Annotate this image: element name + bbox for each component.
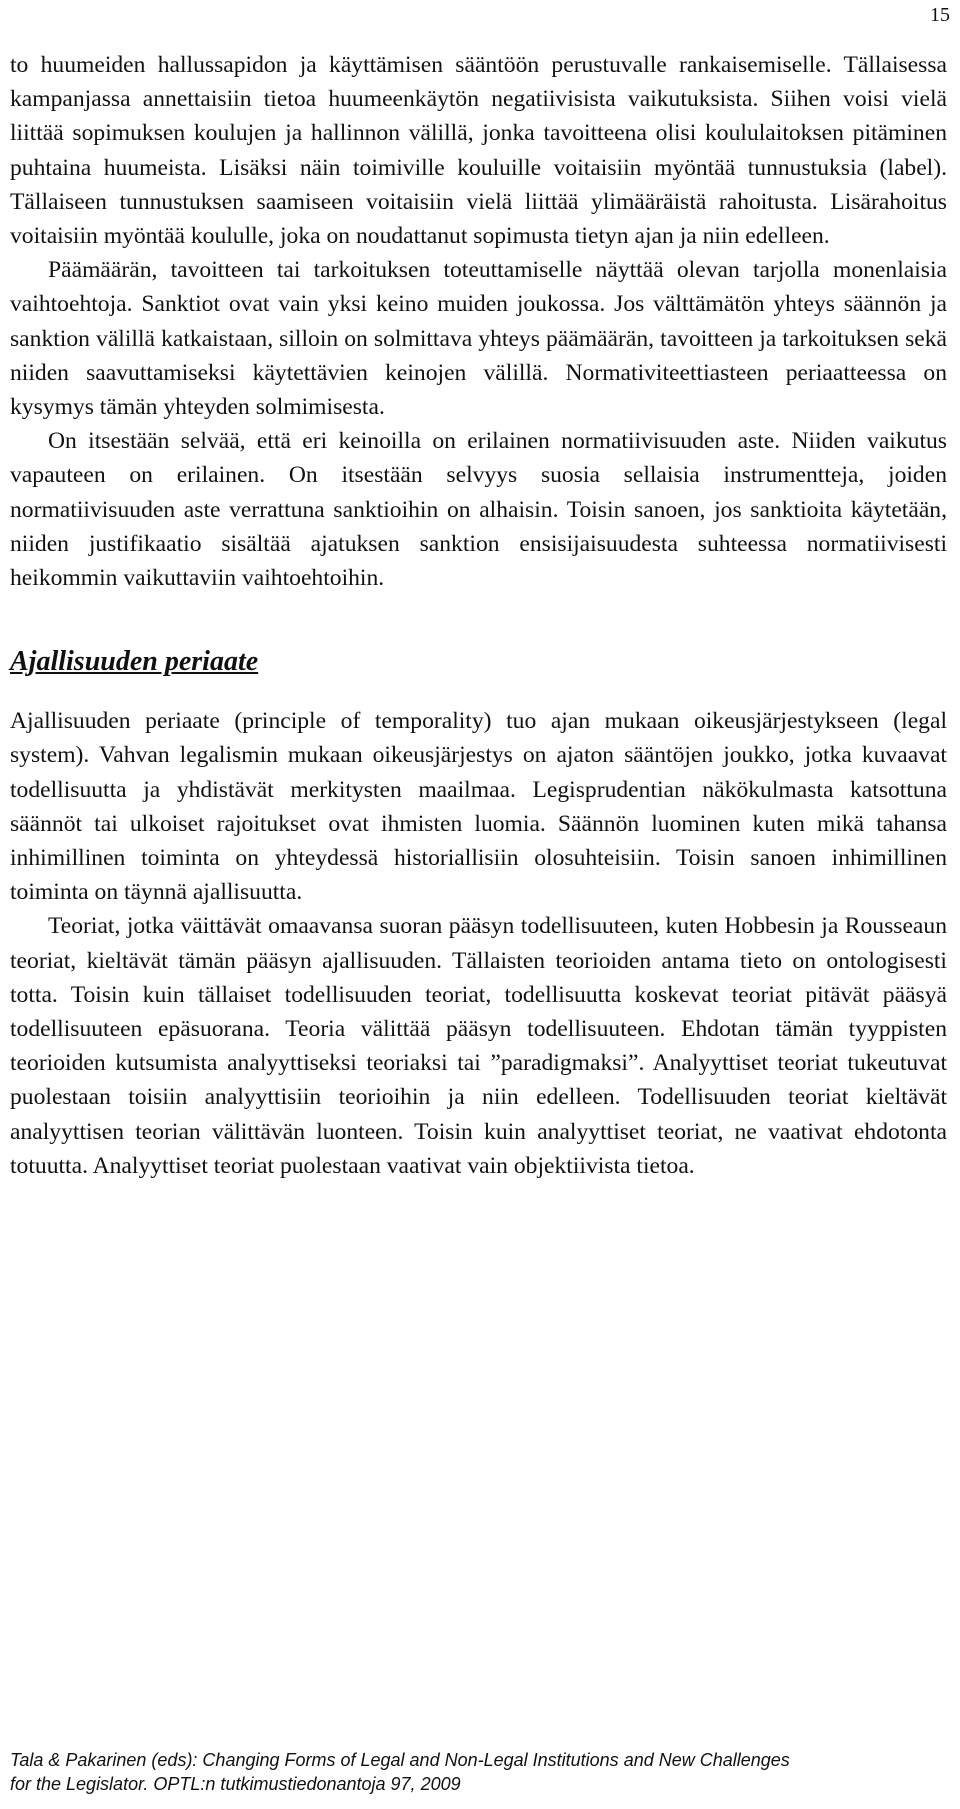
page-number: 15 bbox=[930, 4, 950, 26]
paragraph-3: On itsestään selvää, että eri keinoilla on erilainen normatiivisuuden aste. Niiden vaikutus vapauteen on erilainen. On itsestään selvyys suosia sellaisia instrumentteja, joiden normatiivisuuden aste verrattuna sanktioihin on alhaisin. Toisin sanoen, jos sanktioita käytetään, niiden justifikaatio sisältää ajatuksen sanktion ensisijaisuudesta suhteessa normatiivisesti heikommin vaikuttaviin vaihtoehtoihin. bbox=[10, 428, 947, 592]
page-footer bbox=[10, 1748, 947, 1796]
footer-line-1: Tala & Pakarinen (eds): Changing Forms of Legal and Non-Legal Institutions and New Challenges bbox=[10, 1750, 790, 1770]
paragraph-1: to huumeiden hallussapidon ja käyttämisen sääntöön perustuvalle rankaisemiselle. Tällaisessa kampanjassa annettaisiin tietoa huumeenkäytön negatiivisista vaikutuksista. Siihen voisi vielä liittää sopimuksen koulujen ja hallinnon välillä, jonka tavoitteena olisi koululaitoksen pitäminen puhtaina huumeista. Lisäksi näin toimiville kouluille voitaisiin myöntää tunnustuksia (label). Tällaiseen tunnustuksen saamiseen voitaisiin vielä liittää ylimääräistä rahoitusta. Lisärahoitus voitaisiin myöntää koululle, joka on noudattanut sopimusta tietyn ajan ja niin edelleen. bbox=[10, 52, 947, 250]
paragraph-5: Teoriat, jotka väittävät omaavansa suoran pääsyn todellisuuteen, kuten Hobbesin ja Rousseaun teoriat, kieltävät tämän pääsyn ajallisuuden. Tällaisten teorioiden antama tieto on ontologisesti totta. Toisin kuin tällaiset todellisuuden teoriat, todellisuutta koskevat teoriat pitävät pääsyä todellisuuteen epäsuorana. Teoria välittää pääsyn todellisuuteen. Ehdotan tämän tyyppisten teorioiden kutsumista analyyttiseksi teoriaksi tai ”paradigmaksi”. Analyyttiset teoriat tukeutuvat puolestaan toisiin analyyttisiin teorioihin ja niin edelleen. Todellisuuden teoriat kieltävät analyyttisen teorian välittävän luonteen. Toisin kuin analyyttiset teoriat, ne vaativat ehdotonta totuutta. Analyyttiset teoriat puolestaan vaativat vain objektiivista tietoa. bbox=[10, 913, 947, 1179]
paragraph-2: Päämäärän, tavoitteen tai tarkoituksen toteuttamiselle näyttää olevan tarjolla monenlaisia vaihtoehtoja. Sanktiot ovat vain yksi keino muiden joukossa. Jos välttämätön yhteys säännön ja sanktion välillä katkaistaan, silloin on solmittava yhteys päämäärän, tavoitteen ja tarkoituksen sekä niiden saavuttamiseksi käytettävien keinojen välillä. Normativiteettiasteen periaatteessa on kysymys tämän yhteyden solmimisesta. bbox=[10, 257, 947, 421]
footer-line-2: for the Legislator. OPTL:n tutkimustiedonantoja 97, 2009 bbox=[10, 1774, 461, 1794]
paragraph-4: Ajallisuuden periaate (principle of temporality) tuo ajan mukaan oikeusjärjestykseen (legal system). Vahvan legalismin mukaan oikeusjärjestys on ajaton sääntöjen joukko, jotka kuvaavat todellisuutta ja yhdistävät merkitysten maailmaa. Legisprudentian näkökulmasta katsottuna säännöt tai ulkoiset rajoitukset ovat ihmisten luomia. Säännön luominen kuten mikä tahansa inhimillinen toiminta on yhteydessä historiallisiin olosuhteisiin. Toisin sanoen inhimillinen toiminta on täynnä ajallisuutta. bbox=[10, 708, 947, 906]
document-body bbox=[10, 48, 947, 1183]
section-heading: Ajallisuuden periaate bbox=[10, 646, 259, 678]
